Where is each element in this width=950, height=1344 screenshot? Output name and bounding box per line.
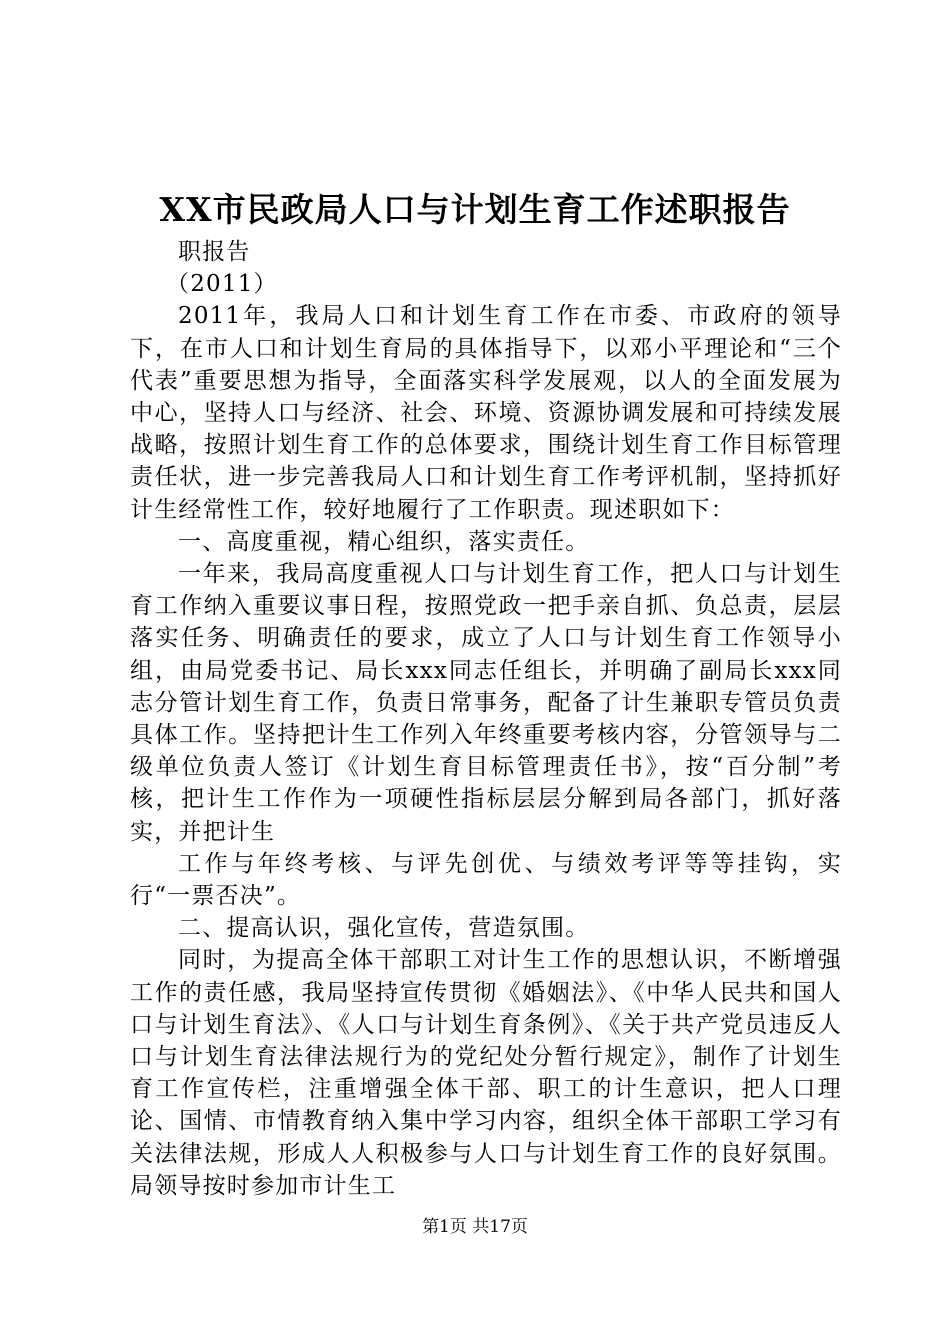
paragraph-section-2: 同时，为提高全体干部职工对计生工作的思想认识，不断增强工作的责任感，我局坚持宣传贯彻《婚姻法》、《中华人民共和国人口与计划生育法》、《人口与计划生育条例》、《关于共产党员违反人口与计划生育法律法规行为的党纪处分暂行规定》，制作了计划生育工作宣传栏，注重增强全体干部、职工的计生意识，把人口理论、国情、市情教育纳入集中学习内容，组织全体干部职工学习有关法律法规，形成人人积极参与人口与计划生育工作的良好氛围。局领导按时参加市计生工 (130, 947, 842, 1199)
document-title: XX市民政局人口与计划生育工作述职报告 (159, 190, 791, 229)
paragraph-section-1-cont: 工作与年终考核、与评先创优、与绩效考评等等挂钩，实行“一票否决”。 (130, 850, 842, 910)
document-body (130, 236, 842, 1202)
page-footer: 第1页 共17页 (422, 1217, 528, 1237)
paragraph-year: （2011） (166, 271, 278, 298)
paragraph-subtitle: 职报告 (178, 239, 251, 265)
section-heading-1: 一、高度重视，精心组织，落实责任。 (178, 528, 590, 555)
section-heading-2: 二、提高认识，强化宣传，营造氛围。 (178, 915, 590, 942)
paragraph-section-1: 一年来，我局高度重视人口与计划生育工作，把人口与计划生育工作纳入重要议事日程，按照党政一把手亲自抓、负总责，层层落实任务、明确责任的要求，成立了人口与计划生育工作领导小组，由局党委书记、局长xxx同志任组长，并明确了副局长xxx同志分管计划生育工作，负责日常事务，配备了计生兼职专管员负责具体工作。坚持把计生工作列入年终重要考核内容，分管领导与二级单位负责人签订《计划生育目标管理责任书》，按“百分制”考核，把计生工作作为一项硬性指标层层分解到局各部门，抓好落实，并把计生 (130, 561, 842, 845)
paragraph-intro: 2011年，我局人口和计划生育工作在市委、市政府的领导下，在市人口和计划生育局的具体指导下，以邓小平理论和“三个代表”重要思想为指导，全面落实科学发展观，以人的全面发展为中心，坚持人口与经济、社会、环境、资源协调发展和可持续发展战略，按照计划生育工作的总体要求，围绕计划生育工作目标管理责任状，进一步完善我局人口和计划生育工作考评机制，坚持抓好计生经常性工作，较好地履行了工作职责。现述职如下： (130, 303, 842, 523)
